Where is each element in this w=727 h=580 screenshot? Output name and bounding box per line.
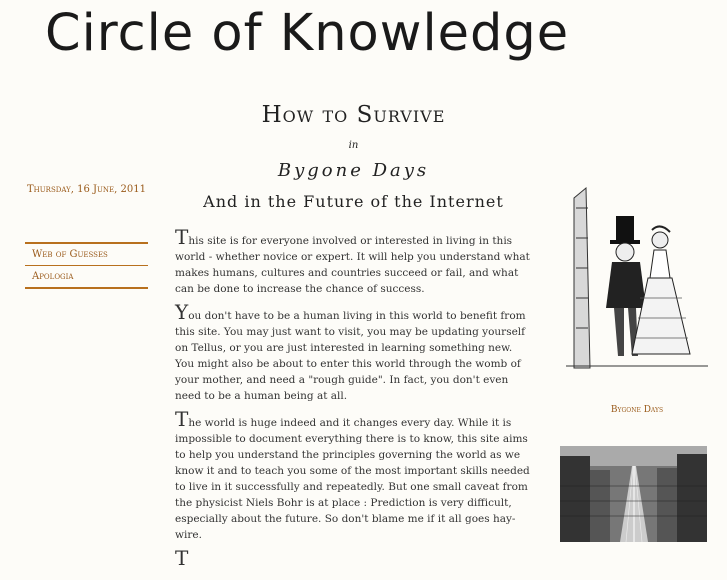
main-content — [175, 225, 533, 580]
page-heading: How to Survive — [261, 102, 446, 128]
site-banner — [0, 0, 727, 90]
bygone-days-illustration — [566, 178, 708, 373]
drop-cap: T — [175, 225, 189, 249]
site-title: Circle of Knowledge — [45, 4, 570, 63]
nav-link-web-of-guesses[interactable]: Web of Guesses — [32, 249, 108, 260]
drop-cap: Y — [175, 300, 189, 324]
current-date: Thursday, 16 June, 2011 — [27, 184, 146, 195]
paragraph — [175, 546, 533, 570]
sidebar-nav — [25, 242, 148, 289]
future-city-illustration — [560, 446, 707, 542]
paragraph-text: he world is huge indeed and it changes every day. While it is impossible to document everything there is to know, this site aims to help you understand the principles governing the world as we know it and to teach you some of the most important skills needed to live in it successfully and repeatedly. But one small caveat from the physicist Niels Bohr is at place : Prediction is very difficult, especially about the future. So don't blame me if it all goes hay-wire. — [175, 417, 530, 541]
figure-caption: Bygone Days — [610, 405, 664, 415]
paragraph — [175, 300, 533, 404]
nav-bottom-rule — [25, 287, 148, 289]
drop-cap: T — [175, 546, 189, 570]
heading-bygone-days: Bygone Days — [277, 160, 430, 181]
paragraph — [175, 407, 533, 543]
heading-in: in — [348, 140, 359, 151]
paragraph-text: ou don't have to be a human living in this world to benefit from this site. You may just want to visit, you may be updating yourself on Tellus, or you are just interested in learning something new. You might also be about to enter this world through the womb of your mother, and need a "rough guide". In fact, you don't even need to be a human being at all. — [175, 310, 526, 402]
paragraph-text: his site is for everyone involved or interested in living in this world - whether novice or expert. It will help you understand what makes humans, cultures and countries succeed or fail, and what can be done to increase the chance of success. — [175, 235, 530, 295]
nav-link-apologia[interactable]: Apologia — [32, 271, 74, 282]
paragraph — [175, 225, 533, 297]
drop-cap: T — [175, 407, 189, 431]
heading-future-internet: And in the Future of the Internet — [203, 192, 504, 211]
